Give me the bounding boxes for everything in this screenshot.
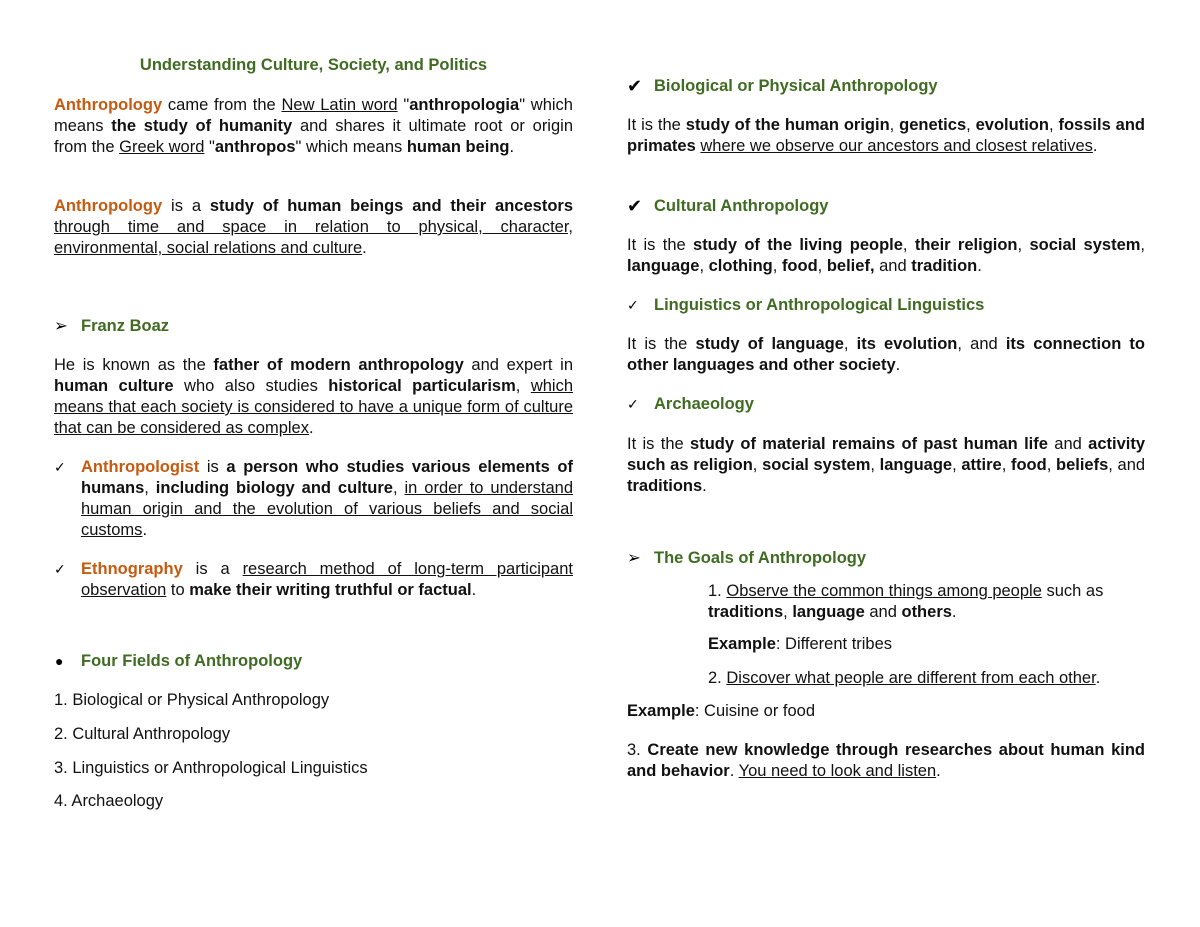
text: traditions [708, 603, 784, 621]
text: their religion [914, 236, 1018, 254]
text: : Different tribes [775, 635, 893, 653]
text: " [397, 96, 410, 114]
text: to [166, 581, 190, 599]
text: , [1001, 456, 1011, 474]
text: 2. [708, 669, 727, 687]
bio-anthropology-paragraph [627, 115, 1145, 157]
text: . [977, 257, 982, 275]
text: father of modern anthropology [213, 356, 464, 374]
text: You need to look and listen [738, 762, 937, 780]
text: such as [1041, 582, 1104, 600]
text: beliefs [1055, 456, 1109, 474]
text: Observe the common things among people [726, 582, 1042, 600]
text: , [817, 257, 827, 275]
text: Example [627, 702, 695, 720]
text: food [1010, 456, 1047, 474]
goal-item-2 [627, 668, 1145, 689]
text: , [752, 456, 763, 474]
check-bullet-icon: ✓ [627, 297, 639, 313]
term: Anthropology [54, 96, 163, 114]
text: genetics [899, 116, 967, 134]
text: , and [1108, 456, 1146, 474]
text: anthropos [214, 138, 296, 156]
text: It is the [627, 435, 691, 453]
text: language [627, 257, 700, 275]
text: : Cuisine or food [694, 702, 816, 720]
text: attire [961, 456, 1002, 474]
text: which means that each society is considered to have a unique form of culture that can be considered as complex [54, 377, 573, 437]
text: and [1047, 435, 1089, 453]
anthropology-origin-paragraph [54, 95, 573, 158]
anthropology-definition-paragraph [54, 196, 573, 259]
text: belief, [826, 257, 875, 275]
text: is a [162, 197, 210, 215]
anthropologist-item [54, 457, 573, 541]
text: human culture [54, 377, 174, 395]
text: It is the [627, 236, 694, 254]
term: Anthropology [54, 197, 163, 215]
text: " which means [54, 96, 573, 135]
text: activity such as religion [627, 435, 1146, 474]
franz-boaz-paragraph [54, 355, 573, 439]
text: . [309, 419, 314, 437]
text: , [902, 236, 915, 254]
text: . [729, 762, 739, 780]
text: anthropologia [409, 96, 520, 114]
text: , and [957, 335, 1006, 353]
linguistics-paragraph [627, 334, 1145, 376]
archaeology-paragraph [627, 434, 1145, 497]
text: " which means [295, 138, 407, 156]
text: , [772, 257, 782, 275]
ethnography-item [54, 559, 573, 601]
heading-text: Linguistics or Anthropological Linguistics [654, 296, 985, 314]
text: historical particularism [328, 377, 516, 395]
text: New Latin word [281, 96, 398, 114]
text: . [509, 138, 515, 156]
text: . [702, 477, 707, 495]
heavy-check-icon: ✔ [627, 196, 643, 216]
goal-item-1 [627, 581, 1145, 623]
text: , [870, 456, 880, 474]
text: study of the human origin [685, 116, 890, 134]
field-item-3: 3. Linguistics or Anthropological Linguistics [54, 759, 368, 777]
text: , [1140, 236, 1146, 254]
text: its connection to other languages and other society [627, 335, 1146, 374]
text: language [879, 456, 953, 474]
text: clothing [708, 257, 773, 275]
check-bullet-icon: ✓ [54, 459, 66, 475]
text: is a [182, 560, 243, 578]
text: " [204, 138, 215, 156]
text: through time and space in relation to physical, character, environmental, social relations and culture [54, 218, 573, 257]
text: research method of long-term participant observation [81, 560, 573, 599]
text: , [783, 603, 793, 621]
arrow-bullet-icon: ➢ [54, 317, 68, 335]
text: . [362, 239, 367, 257]
text: study of human beings and their ancestors [209, 197, 573, 215]
check-bullet-icon: ✓ [54, 561, 66, 577]
linguistics-heading [627, 295, 1145, 316]
goal-example-1 [627, 634, 1145, 655]
goal-item-3 [627, 740, 1145, 782]
text: traditions [627, 477, 703, 495]
text: , [144, 479, 156, 497]
franz-boaz-heading [54, 316, 573, 337]
text: . [1092, 137, 1098, 155]
text: came from the [162, 96, 282, 114]
text: make their writing truthful or factual [189, 581, 472, 599]
text: . [895, 356, 901, 374]
text: , [392, 479, 405, 497]
field-item-2: 2. Cultural Anthropology [54, 725, 231, 743]
goal-example-2 [627, 701, 1145, 722]
arrow-bullet-icon: ➢ [627, 549, 641, 567]
heading-text: The Goals of Anthropology [654, 549, 867, 567]
goals-heading [627, 548, 1145, 569]
heading-text: Biological or Physical Anthropology [654, 77, 938, 95]
text: . [142, 521, 148, 539]
text: tradition [911, 257, 978, 275]
text: is [199, 458, 227, 476]
text: , [699, 257, 709, 275]
heading-text: Four Fields of Anthropology [81, 652, 303, 670]
text: human being [406, 138, 510, 156]
text: , [966, 116, 976, 134]
four-fields-heading [54, 651, 573, 672]
text: . [951, 603, 957, 621]
cultural-anthropology-paragraph [627, 235, 1145, 277]
text: Example [708, 635, 776, 653]
heading-text: Cultural Anthropology [654, 197, 829, 215]
heading-text: Franz Boaz [81, 317, 170, 335]
text: study of the living people [693, 236, 903, 254]
dot-bullet-icon: ● [55, 653, 64, 669]
text: the study of humanity [111, 117, 293, 135]
text: . [471, 581, 477, 599]
text: evolution [975, 116, 1049, 134]
text: language [792, 603, 865, 621]
text: , [952, 456, 962, 474]
text: He is known as the [54, 356, 214, 374]
text: Create new knowledge through researches about human kind and behavior [627, 741, 1145, 780]
text: . [1095, 669, 1101, 687]
text: , [1046, 456, 1056, 474]
heading-text: Archaeology [654, 395, 754, 413]
text: where we observe our ancestors and closest relatives [700, 137, 1093, 155]
text: social system [762, 456, 871, 474]
bio-anthropology-heading [627, 76, 1145, 97]
text: Discover what people are different from each other [726, 669, 1096, 687]
term: Anthropologist [81, 458, 200, 476]
text: in order to understand human origin and the evolution of various beliefs and social customs [81, 479, 573, 539]
archaeology-heading [627, 394, 1145, 415]
text: fossils and primates [627, 116, 1145, 155]
text: social system [1029, 236, 1141, 254]
text: study of language [695, 335, 844, 353]
term: Ethnography [81, 560, 183, 578]
text: , [843, 335, 857, 353]
text: 3. [627, 741, 648, 759]
text: , [1017, 236, 1030, 254]
text: and [864, 603, 902, 621]
text: and expert in [463, 356, 573, 374]
text: 1. [708, 582, 727, 600]
check-bullet-icon: ✓ [627, 396, 639, 412]
text: , [1048, 116, 1059, 134]
text: Greek word [119, 138, 205, 156]
text: It is the [627, 335, 696, 353]
text: and shares it ultimate root or origin from the [54, 117, 573, 156]
heavy-check-icon: ✔ [627, 76, 643, 96]
text: others [901, 603, 952, 621]
text: study of material remains of past human life [690, 435, 1048, 453]
text: . [936, 762, 941, 780]
text: its evolution [856, 335, 958, 353]
text: food [781, 257, 818, 275]
cultural-anthropology-heading [627, 196, 1145, 217]
text: who also studies [173, 377, 329, 395]
text: including biology and culture [155, 479, 393, 497]
text: a person who studies various elements of humans [81, 458, 573, 497]
text: , [515, 377, 531, 395]
text: , [889, 116, 900, 134]
field-item-1: 1. Biological or Physical Anthropology [54, 691, 330, 709]
field-item-4: 4. Archaeology [54, 792, 164, 810]
text: It is the [627, 116, 686, 134]
text: and [874, 257, 912, 275]
page-title: Understanding Culture, Society, and Politics [139, 56, 488, 74]
